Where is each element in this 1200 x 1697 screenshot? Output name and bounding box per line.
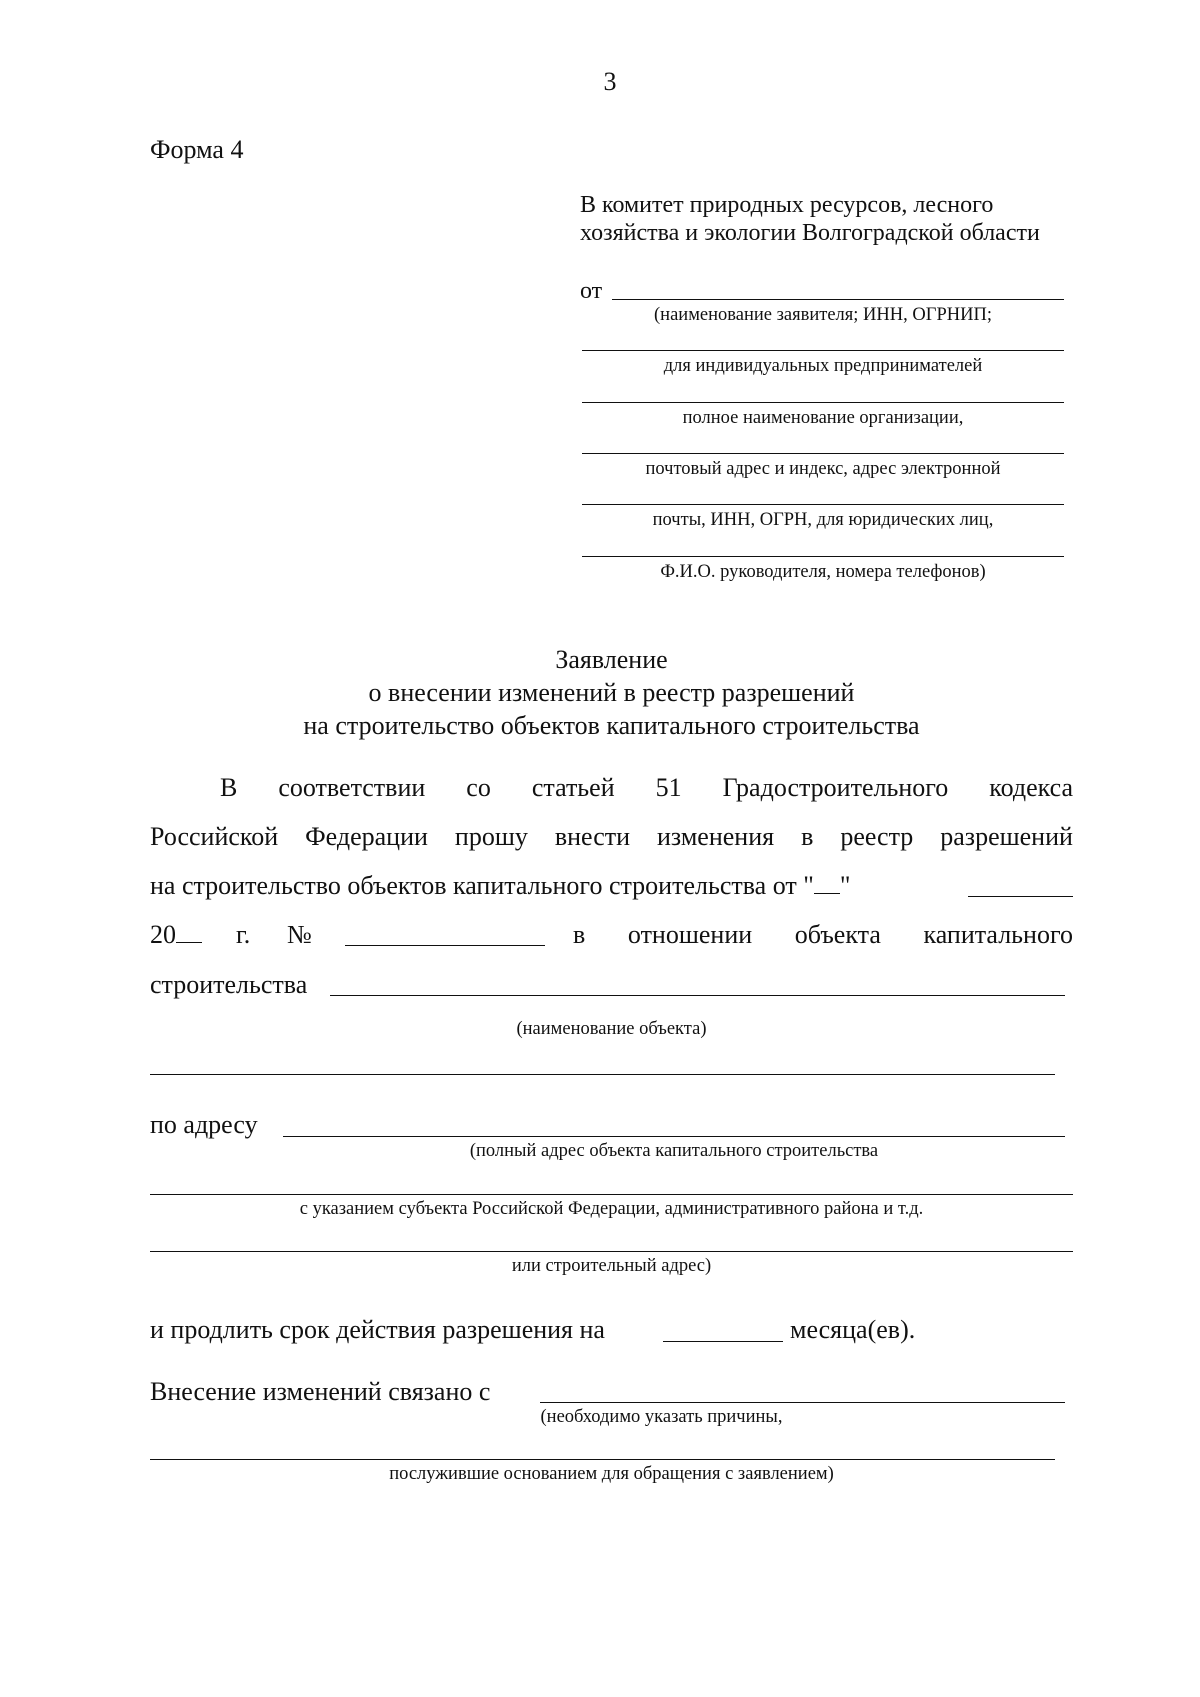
reason-hint-2: послужившие основанием для обращения с заявлением) bbox=[389, 1464, 834, 1484]
quote-close: " bbox=[839, 871, 851, 900]
form-label: Форма 4 bbox=[150, 135, 244, 164]
body-word: соответствии bbox=[278, 773, 426, 802]
body-word: со bbox=[466, 773, 491, 802]
body-row-3 bbox=[150, 871, 850, 901]
document-subtitle-1: о внесении изменений в реестр разрешений bbox=[368, 678, 855, 707]
reason-field-2[interactable] bbox=[150, 1459, 1055, 1460]
address-field-1[interactable] bbox=[283, 1136, 1065, 1137]
body-word: Федерации bbox=[305, 822, 428, 851]
number-sign: № bbox=[287, 920, 312, 949]
address-field-2[interactable] bbox=[150, 1194, 1073, 1195]
object-name-field[interactable] bbox=[330, 995, 1065, 996]
body-word: В bbox=[220, 773, 238, 802]
applicant-hint-5: почты, ИНН, ОГРН, для юридических лиц, bbox=[652, 510, 994, 530]
page-number: 3 bbox=[603, 67, 617, 96]
body-word: кодекса bbox=[989, 773, 1073, 802]
year-prefix: 20 bbox=[150, 920, 176, 949]
body-row-1 bbox=[220, 773, 1073, 803]
body-row-2 bbox=[150, 822, 1073, 852]
address-label: по адресу bbox=[150, 1110, 258, 1139]
body-word: 51 bbox=[655, 773, 682, 802]
construction-label: строительства bbox=[150, 970, 308, 999]
applicant-hint-1: (наименование заявителя; ИНН, ОГРНИП; bbox=[654, 305, 992, 325]
from-label: от bbox=[580, 278, 603, 304]
body-word: капитального bbox=[923, 920, 1073, 949]
body-row-4-rest bbox=[573, 920, 1073, 950]
year-label bbox=[150, 920, 202, 950]
date-year-field[interactable] bbox=[176, 920, 202, 943]
body-word: в bbox=[801, 822, 814, 851]
address-field-3[interactable] bbox=[150, 1251, 1073, 1252]
body-word: в bbox=[573, 920, 586, 949]
extend-prefix: и продлить срок действия разрешения на bbox=[150, 1315, 605, 1344]
document-subtitle-2: на строительство объектов капитального строительства bbox=[303, 711, 920, 740]
reason-label: Внесение изменений связано с bbox=[150, 1377, 491, 1406]
body-word: Российской bbox=[150, 822, 279, 851]
body-row-3-text: на строительство объектов капитального строительства от " bbox=[150, 871, 814, 900]
extend-months-field[interactable] bbox=[663, 1341, 783, 1342]
address-hint-1: (полный адрес объекта капитального строительства bbox=[469, 1141, 879, 1161]
applicant-hint-4: почтовый адрес и индекс, адрес электронной bbox=[645, 459, 1001, 479]
addressee-line-1: В комитет природных ресурсов, лесного bbox=[580, 192, 994, 218]
applicant-hint-3: полное наименование организации, bbox=[682, 408, 964, 428]
object-name-field-2[interactable] bbox=[150, 1074, 1055, 1075]
applicant-line-2[interactable] bbox=[582, 350, 1064, 351]
applicant-hint-2: для индивидуальных предпринимателей bbox=[663, 356, 983, 376]
reason-hint-1: (необходимо указать причины, bbox=[540, 1407, 783, 1427]
applicant-line-5[interactable] bbox=[582, 504, 1064, 505]
applicant-line-3[interactable] bbox=[582, 402, 1064, 403]
address-hint-2: с указанием субъекта Российской Федерации, административного района и т.д. bbox=[299, 1199, 924, 1219]
applicant-line-4[interactable] bbox=[582, 453, 1064, 454]
body-word: разрешений bbox=[940, 822, 1073, 851]
year-suffix: г. bbox=[236, 920, 251, 949]
body-word: объекта bbox=[794, 920, 881, 949]
permit-number-field[interactable] bbox=[345, 945, 545, 946]
reason-field-1[interactable] bbox=[540, 1402, 1065, 1403]
body-word: внести bbox=[554, 822, 631, 851]
applicant-hint-6: Ф.И.О. руководителя, номера телефонов) bbox=[660, 562, 986, 582]
body-word: статьей bbox=[531, 773, 615, 802]
body-word: Градостроительного bbox=[722, 773, 949, 802]
body-word: прошу bbox=[454, 822, 528, 851]
body-word: реестр bbox=[840, 822, 914, 851]
date-day-field[interactable] bbox=[814, 871, 840, 894]
applicant-name-line[interactable] bbox=[612, 299, 1064, 300]
object-name-hint: (наименование объекта) bbox=[516, 1019, 707, 1039]
body-word: изменения bbox=[657, 822, 775, 851]
extend-suffix: месяца(ев). bbox=[790, 1315, 916, 1344]
address-hint-3: или строительный адрес) bbox=[511, 1256, 712, 1276]
addressee-line-2: хозяйства и экологии Волгоградской области bbox=[580, 220, 1040, 246]
body-word: отношении bbox=[627, 920, 753, 949]
date-month-field[interactable] bbox=[968, 896, 1073, 897]
document-title: Заявление bbox=[555, 645, 668, 674]
applicant-line-6[interactable] bbox=[582, 556, 1064, 557]
